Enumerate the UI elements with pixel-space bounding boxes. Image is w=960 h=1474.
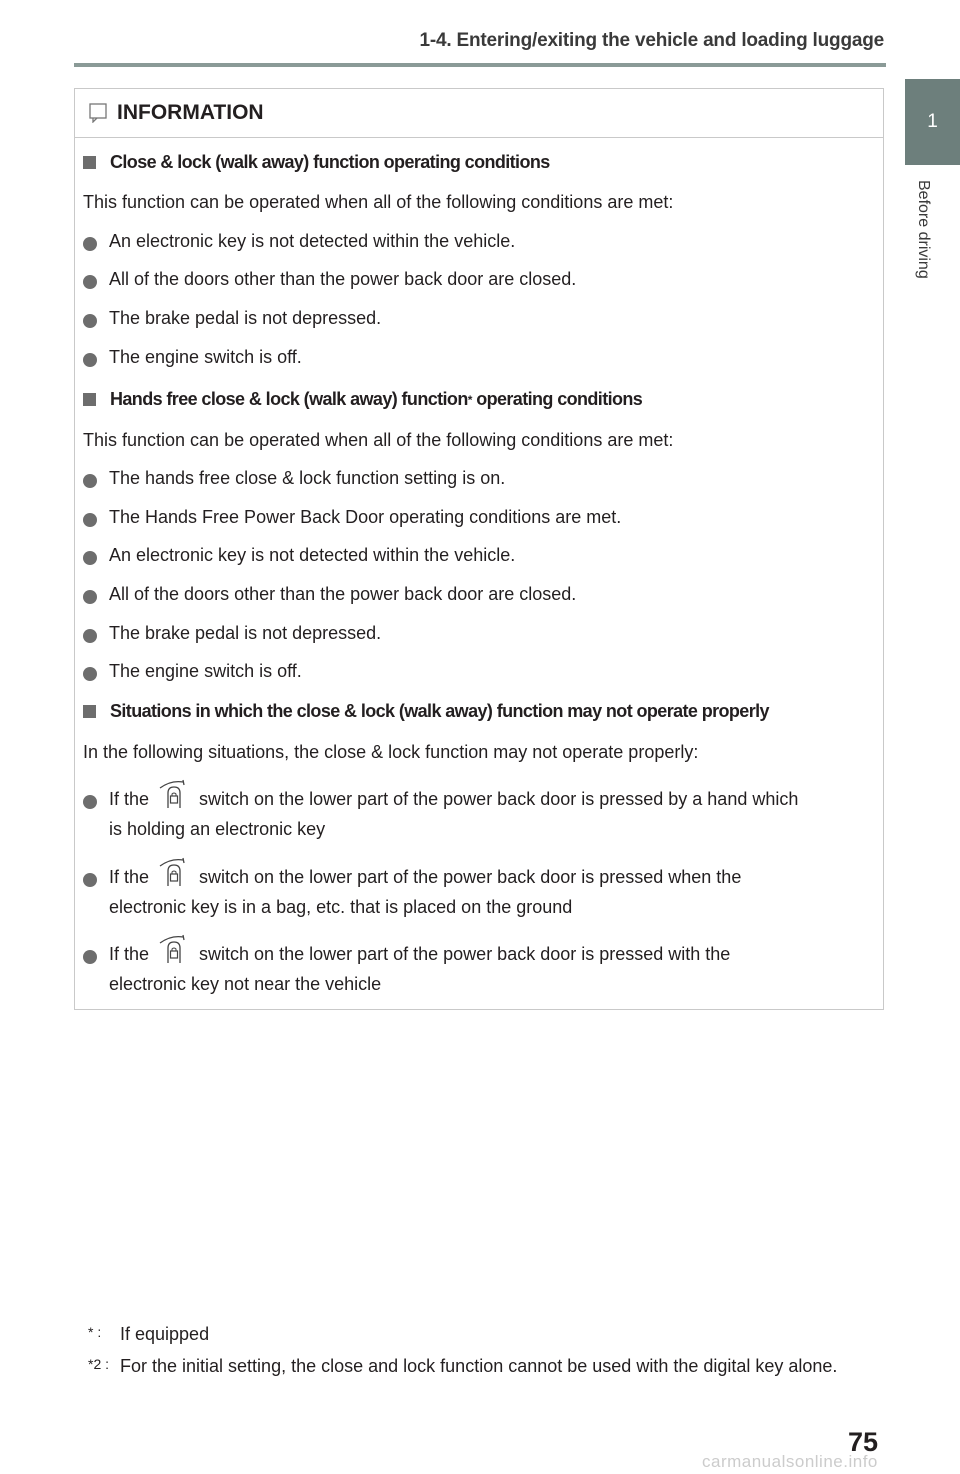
list-item: The brake pedal is not depressed. [83,309,381,333]
square-bullet-icon [83,705,96,718]
section-intro: This function can be operated when all of the following conditions are met: [83,430,674,450]
bullet-dot-icon [83,237,97,251]
list-item: An electronic key is not detected within the vehicle. [83,232,515,256]
footnotes [88,1322,870,1386]
list-item: The hands free close & lock function setting is on. [83,469,505,493]
bullet-dot-icon [83,353,97,367]
bullet-dot-icon [83,873,97,887]
footnote: * : If equipped [88,1324,210,1344]
information-box [74,88,884,1010]
page-header-title: 1-4. Entering/exiting the vehicle and loading luggage [419,30,884,51]
chapter-label: Before driving [915,180,932,279]
watermark: carmanualsonline.info [702,1452,878,1471]
square-bullet-icon [83,393,96,406]
page-number: 75 [848,1427,879,1457]
section-heading-hands-free: Hands free close & lock (walk away) function * operating conditions [83,389,642,410]
information-icon [89,103,107,123]
list-item: The Hands Free Power Back Door operating conditions are met. [83,508,621,532]
section-intro: This function can be operated when all of the following conditions are met: [83,192,674,212]
section-intro: In the following situations, the close & lock function may not operate properly: [83,742,699,762]
bullet-dot-icon [83,551,97,565]
information-title: INFORMATION [117,101,264,124]
bullet-dot-icon [83,629,97,643]
list-item: All of the doors other than the power back door are closed. [83,585,576,609]
list-item: If the switch on the lower part of the power back door is pressed when the electronic key is in a bag, etc. that is placed on the ground [83,868,741,922]
chapter-tab [905,79,960,165]
list-item: The brake pedal is not depressed. [83,624,381,648]
bullet-dot-icon [83,474,97,488]
lock-switch-icon [157,857,191,887]
chapter-number: 1 [927,111,938,132]
bullet-dot-icon [83,590,97,604]
section-heading-situations: Situations in which the close & lock (walk away) function may not operate properly [83,701,769,722]
information-header [75,89,883,138]
list-item: An electronic key is not detected within the vehicle. [83,546,515,570]
footnote: *2 : For the initial setting, the close and lock function cannot be used with the digital key alone. [88,1356,838,1376]
header-divider [74,63,886,67]
footnote-marker: * [467,392,472,407]
bullet-dot-icon [83,513,97,527]
list-item: The engine switch is off. [83,662,302,686]
list-item: If the switch on the lower part of the power back door is pressed with the electronic key not near the vehicle [83,945,730,999]
bullet-dot-icon [83,275,97,289]
bullet-dot-icon [83,950,97,964]
list-item: If the switch on the lower part of the power back door is pressed by a hand which is holding an electronic key [83,790,798,844]
lock-switch-icon [157,779,191,809]
square-bullet-icon [83,156,96,169]
list-item: All of the doors other than the power back door are closed. [83,270,576,294]
list-item: The engine switch is off. [83,348,302,372]
section-heading-close-lock: Close & lock (walk away) function operating conditions [83,152,550,173]
bullet-dot-icon [83,314,97,328]
bullet-dot-icon [83,795,97,809]
bullet-dot-icon [83,667,97,681]
lock-switch-icon [157,934,191,964]
